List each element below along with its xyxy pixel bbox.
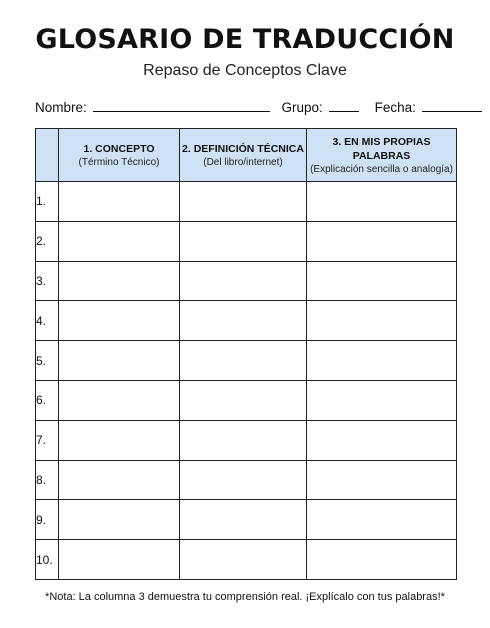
concept-cell[interactable] — [59, 182, 180, 222]
table-row — [36, 182, 457, 222]
table-row — [36, 420, 457, 460]
page-subtitle: Repaso de Conceptos Clave — [143, 62, 347, 79]
footer-note: *Nota: La columna 3 demuestra tu comprensión real. ¡Explícalo con tus palabras!* — [45, 591, 445, 603]
table-row — [36, 301, 457, 341]
table-row — [36, 460, 457, 500]
concept-cell[interactable] — [59, 301, 180, 341]
definition-cell[interactable] — [180, 380, 307, 420]
header-number-cell — [36, 129, 59, 182]
glossary-table — [35, 128, 457, 580]
header-definition-subtitle: (Del libro/internet) — [203, 156, 283, 168]
own-words-cell[interactable] — [307, 182, 457, 222]
own-words-cell[interactable] — [307, 420, 457, 460]
date-label: Fecha: — [374, 100, 416, 115]
row-number: 9. — [36, 500, 59, 540]
group-field[interactable] — [329, 99, 359, 112]
table-row — [36, 341, 457, 381]
date-field[interactable] — [422, 99, 482, 112]
concept-cell[interactable] — [59, 261, 180, 301]
definition-cell[interactable] — [180, 460, 307, 500]
row-number: 1. — [36, 182, 59, 222]
row-number: 8. — [36, 460, 59, 500]
header-concept-subtitle: (Término Técnico) — [78, 156, 160, 168]
row-number: 4. — [36, 301, 59, 341]
page-title: GLOSARIO DE TRADUCCIÓN — [35, 24, 455, 55]
student-info-fields — [35, 99, 455, 115]
concept-cell[interactable] — [59, 380, 180, 420]
own-words-cell[interactable] — [307, 301, 457, 341]
definition-cell[interactable] — [180, 261, 307, 301]
definition-cell[interactable] — [180, 341, 307, 381]
row-number: 6. — [36, 380, 59, 420]
header-own-words-title: 3. EN MIS PROPIAS PALABRAS — [332, 135, 431, 162]
concept-cell[interactable] — [59, 221, 180, 261]
concept-cell[interactable] — [59, 341, 180, 381]
header-own-words — [307, 129, 457, 182]
concept-cell[interactable] — [59, 420, 180, 460]
header-concept — [59, 129, 180, 182]
header-definition-title: 2. DEFINICIÓN TÉCNICA — [182, 142, 304, 155]
table-row — [36, 380, 457, 420]
row-number: 3. — [36, 261, 59, 301]
own-words-cell[interactable] — [307, 341, 457, 381]
table-row — [36, 261, 457, 301]
own-words-cell[interactable] — [307, 500, 457, 540]
definition-cell[interactable] — [180, 182, 307, 222]
definition-cell[interactable] — [180, 500, 307, 540]
row-number: 5. — [36, 341, 59, 381]
concept-cell[interactable] — [59, 540, 180, 580]
own-words-cell[interactable] — [307, 540, 457, 580]
concept-cell[interactable] — [59, 460, 180, 500]
table-row — [36, 500, 457, 540]
own-words-cell[interactable] — [307, 221, 457, 261]
table-row — [36, 540, 457, 580]
own-words-cell[interactable] — [307, 380, 457, 420]
name-label: Nombre: — [35, 100, 87, 115]
name-field[interactable] — [93, 99, 270, 112]
table-header-row — [36, 129, 457, 182]
header-own-words-subtitle: (Explicación sencilla o analogía) — [310, 163, 453, 175]
own-words-cell[interactable] — [307, 261, 457, 301]
row-number: 10. — [36, 540, 59, 580]
definition-cell[interactable] — [180, 540, 307, 580]
header-concept-title: 1. CONCEPTO — [83, 142, 155, 155]
row-number: 7. — [36, 420, 59, 460]
definition-cell[interactable] — [180, 301, 307, 341]
own-words-cell[interactable] — [307, 460, 457, 500]
group-label: Grupo: — [281, 100, 323, 115]
definition-cell[interactable] — [180, 221, 307, 261]
header-definition — [180, 129, 307, 182]
row-number: 2. — [36, 221, 59, 261]
concept-cell[interactable] — [59, 500, 180, 540]
table-row — [36, 221, 457, 261]
definition-cell[interactable] — [180, 420, 307, 460]
